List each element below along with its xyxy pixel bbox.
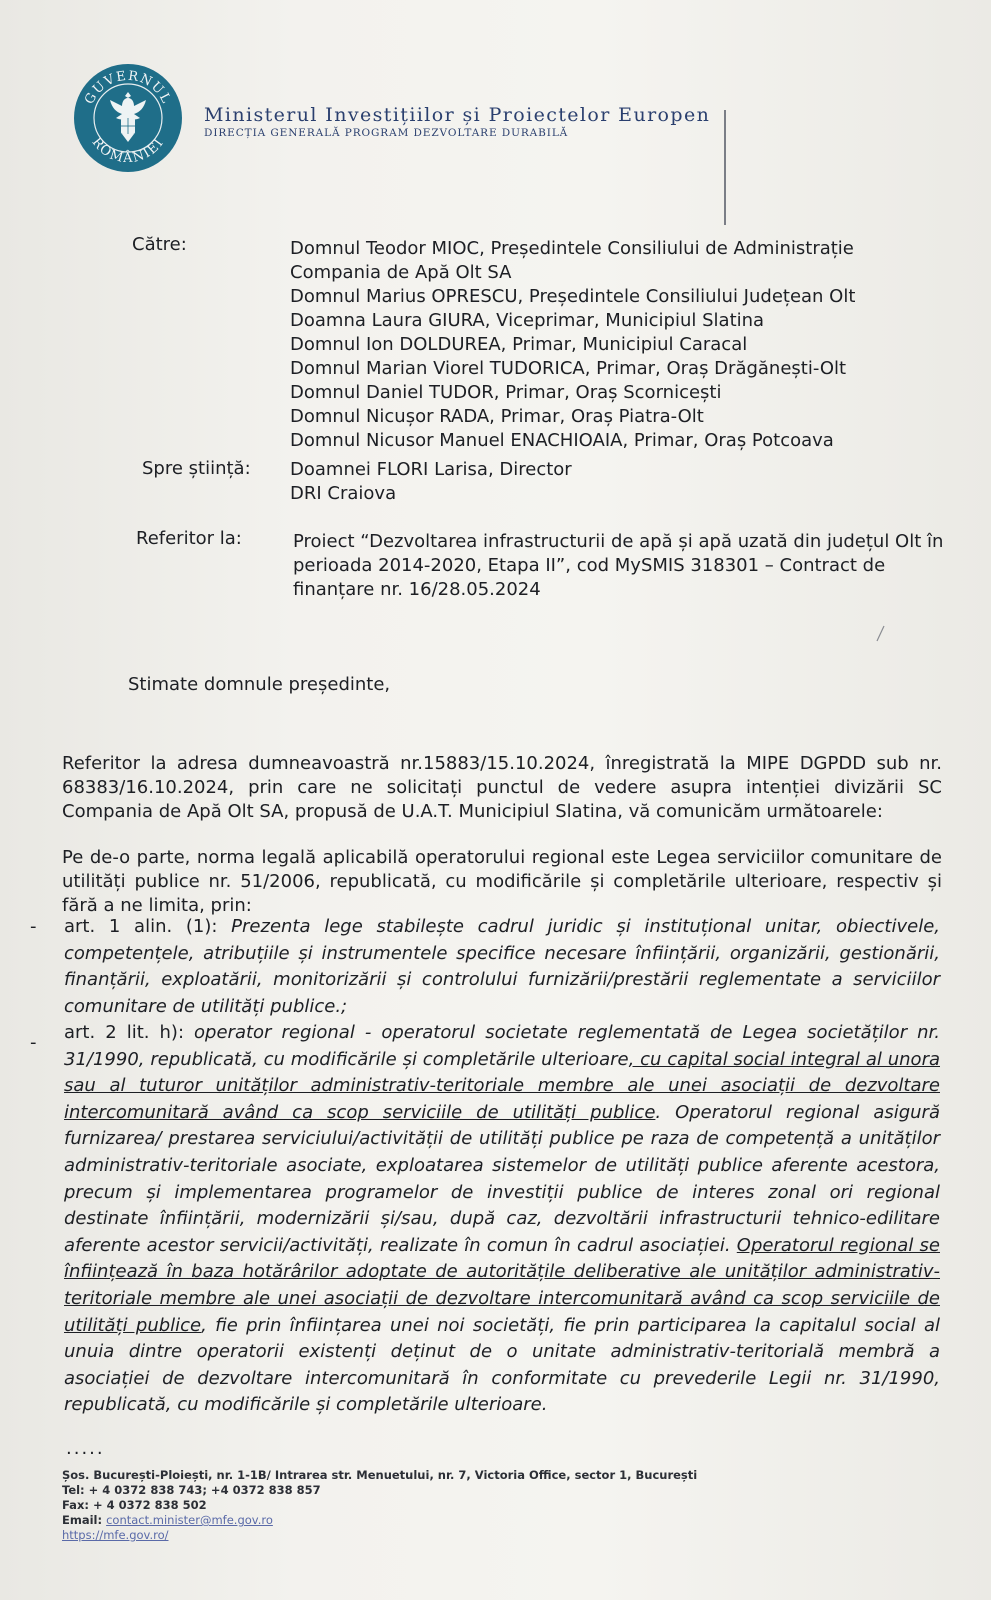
to-line: Domnul Daniel TUDOR, Primar, Oraș Scornicești	[290, 382, 722, 403]
label-ref: Referitor la:	[136, 528, 242, 549]
paragraph-legal-norm: Pe de-o parte, norma legală aplicabilă operatorului regional este Legea serviciilor comunitare de utilități publice nr. 51/2006, republicată, cu modificările și completările ulterioare, respectiv și fără a ne limita, prin:	[62, 847, 942, 916]
footer-email-label: Email:	[62, 1513, 107, 1527]
cc-list	[290, 458, 572, 506]
ministry-name: Ministerul Investițiilor și Proiectelor Europen	[204, 104, 711, 126]
to-line: Domnul Nicusor Manuel ENACHIOAIA, Primar, Oraș Potcoava	[290, 430, 834, 451]
bullet-art2-ref: art. 2 lit. h):	[64, 1022, 195, 1043]
salutation: Stimate domnule președinte,	[128, 674, 391, 695]
seal-text-top: GUVERNUL	[82, 68, 174, 107]
ministry-header	[204, 104, 710, 139]
footer-email-row	[62, 1513, 697, 1528]
pen-mark-icon	[876, 624, 886, 642]
paragraph-intro: Referitor la adresa dumneavoastră nr.15883/15.10.2024, înregistrată la MIPE DGPDD sub nr. 68383/16.10.2024, prin care ne solicitați punctul de vedere asupra intenției divizării SC Compania de Apă Olt SA, propusă de U.A.T. Municipiul Slatina, vă comunicăm următoarele:	[62, 753, 942, 822]
directorate-name: DIRECȚIA GENERALĂ PROGRAM DEZVOLTARE DURABILĂ	[204, 127, 569, 139]
bullet-dash: -	[30, 916, 37, 937]
header-divider	[724, 110, 726, 225]
footer-fax: Fax: + 4 0372 838 502	[62, 1498, 207, 1512]
reference-text: Proiect “Dezvoltarea infrastructurii de apă și apă uzată din județul Olt în perioada 2014-2020, Etapa II”, cod MySMIS 318301 – Contract de finanțare nr. 16/28.05.2024	[293, 531, 944, 600]
to-list	[290, 237, 855, 453]
footer-email-link[interactable]: contact.minister@mfe.gov.ro	[106, 1513, 273, 1527]
to-line: Domnul Teodor MIOC, Președintele Consiliului de Administrație	[290, 238, 854, 259]
ellipsis: .....	[66, 1438, 105, 1459]
footer-tel: Tel: + 4 0372 838 743; +4 0372 838 857	[62, 1483, 321, 1497]
bullet-art2-part-e: , fie prin înființarea unei noi societăți, fie prin participarea la capitalul social al unuia dintre operatorii existenți deținut de o unitate administrativ-teritorială membră a asociației de dezvoltare intercomunitară în conformitate cu prevederile Legii nr. 31/1990, republicată, cu modificările și completările ulterioare.	[64, 1314, 940, 1416]
to-line: Domnul Ion DOLDUREA, Primar, Municipiul Caracal	[290, 334, 748, 355]
to-line: Compania de Apă Olt SA	[290, 262, 512, 283]
footer-website-link[interactable]: https://mfe.gov.ro/	[62, 1528, 169, 1542]
to-line: Domnul Nicușor RADA, Primar, Oraș Piatra-Olt	[290, 406, 704, 427]
bullet-art1-text: Prezenta lege stabilește cadrul juridic și instituțional unitar, obiectivele, competențele, atribuțiile și instrumentele specifice necesare înființării, organizării, gestionării, finanțării, exploatării, monitorizării și controlului furnizării/prestării reglementate a serviciilor comunitare de utilități publice.;	[64, 916, 940, 1017]
to-line: Domnul Marius OPRESCU, Președintele Consiliului Județean Olt	[290, 286, 856, 307]
label-to: Către:	[132, 234, 187, 255]
to-line: Doamna Laura GIURA, Viceprimar, Municipiul Slatina	[290, 310, 765, 331]
bullet-art1-ref: art. 1 alin. (1):	[64, 916, 232, 937]
bullet-art2-part-d: Operatorul regional se înființează în baza hotărârilor adoptate de autoritățile deliberative ale unităților administrativ-teritoriale membre ale unei asociații de dezvoltare intercomunitară având ca scop serviciile de utilități publice	[64, 1234, 940, 1336]
bullet-dash: -	[30, 1032, 37, 1053]
seal-text-bottom: ROMÂNIEI	[88, 134, 168, 167]
bullet-art2-part-c: . Operatorul regional asigură furnizarea/ prestarea serviciului/activității de utilități publice pe raza de competență a unităților administrativ-teritoriale asociate, exploatarea sistemelor de utilități publice aferente acestora, precum și implementarea programelor de investiții publice de interes zonal ori regional destinate înființării, modernizării și/sau, după caz, dezvoltării infrastructurii tehnico-edilitare aferente acestor servicii/activități, realizate în comun în cadrul asociației.	[64, 1101, 940, 1256]
government-seal-logo	[72, 62, 184, 174]
cc-line: DRI Craiova	[290, 483, 397, 504]
bullet-art2-part-b: , cu capital social integral al unora sau al tuturor unităților administrativ-teritoriale membre ale unei asociații de dezvoltare intercomunitară având ca scop serviciile de utilități publice	[64, 1048, 940, 1123]
footer-address: Șos. București-Ploiești, nr. 1-1B/ Intrarea str. Menuetului, nr. 7, Victoria Office, sector 1, București	[62, 1468, 698, 1482]
footer-contact	[62, 1468, 697, 1543]
bullet-art2-part-a: operator regional - operatorul societate reglementată de Legea societăților nr. 31/1990, republicată, cu modificările și completările ulterioare	[64, 1022, 941, 1070]
bullet-art1	[64, 914, 940, 1020]
cc-line: Doamnei FLORI Larisa, Director	[290, 459, 572, 480]
label-cc: Spre știință:	[142, 458, 251, 479]
bullet-art2	[64, 1020, 940, 1419]
to-line: Domnul Marian Viorel TUDORICA, Primar, Oraș Drăgănești-Olt	[290, 358, 847, 379]
